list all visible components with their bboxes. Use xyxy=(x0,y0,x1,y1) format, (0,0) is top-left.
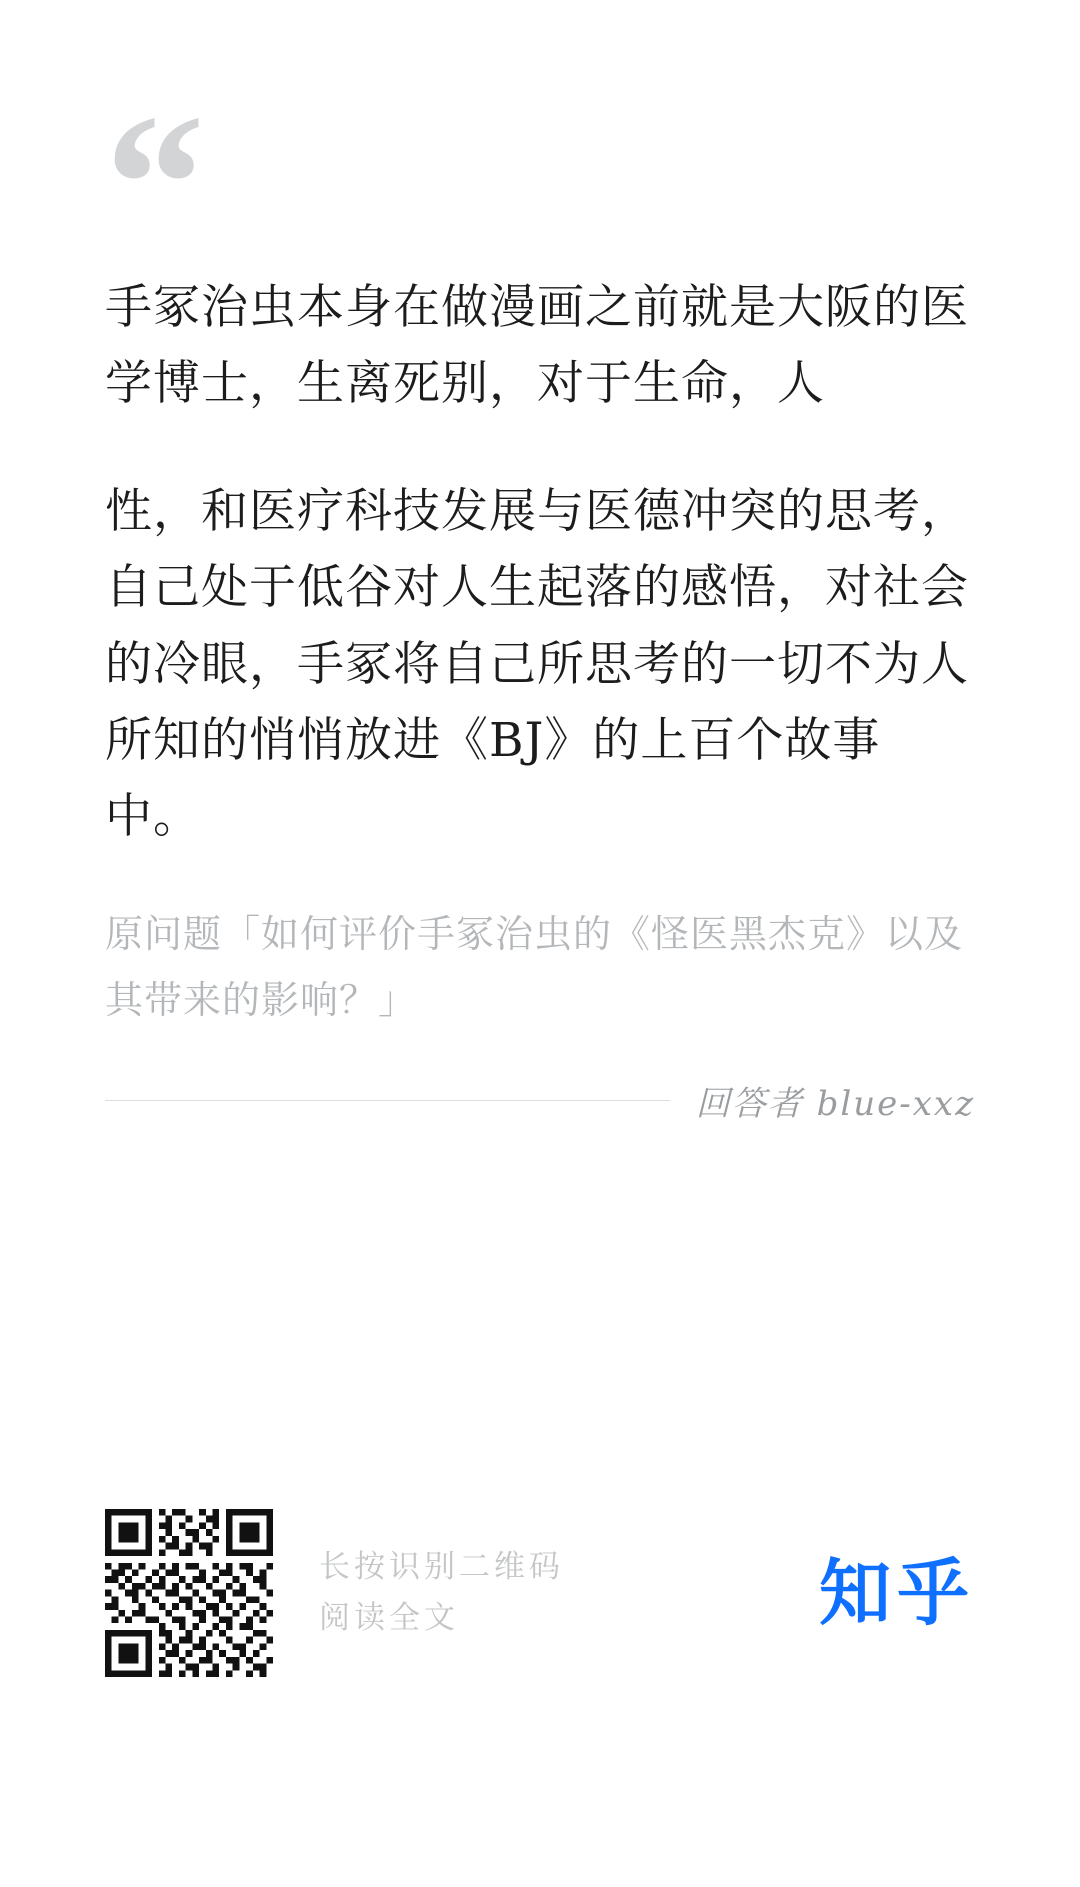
divider xyxy=(105,1100,670,1101)
qr-code-icon[interactable] xyxy=(105,1509,273,1677)
quote-mark-icon: “ xyxy=(105,74,205,295)
author-label: 回答者 blue-xxz xyxy=(695,1083,975,1124)
source-question: 原问题「如何评价手冢治虫的《怪医黑杰克》以及其带来的影响？」 xyxy=(105,911,964,1023)
quote-body xyxy=(105,270,975,855)
quote-paragraph-2: 性，和医疗科技发展与医德冲突的思考，自己处于低谷对人生起落的感悟，对社会的冷眼，手冢将自己所思考的一切不为人所知的悄悄放进《BJ》的上百个故事中。 xyxy=(105,484,969,844)
qr-hint xyxy=(319,1542,819,1644)
qr-hint-line-1: 长按识别二维码 xyxy=(319,1548,564,1585)
footer xyxy=(105,1509,975,1677)
quote-paragraph-1: 手冢治虫本身在做漫画之前就是大阪的医学博士，生离死别，对于生命，人 xyxy=(105,280,969,412)
qr-hint-line-2: 阅读全文 xyxy=(319,1600,459,1636)
author-row xyxy=(105,1076,975,1125)
zhihu-logo: 知乎 xyxy=(818,1551,975,1635)
